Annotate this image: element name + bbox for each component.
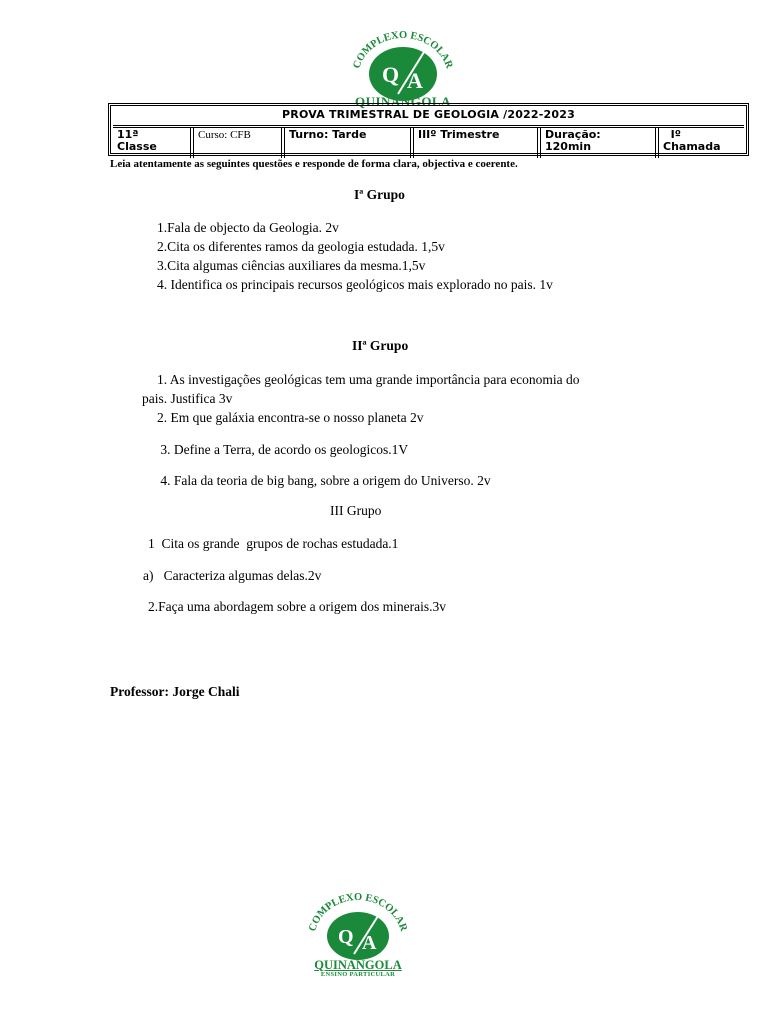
logo-initial-q: Q [338, 926, 354, 948]
shift-cell: Turno: Tarde [281, 128, 410, 158]
group-1-question: 3.Cita algumas ciências auxiliares da mesma.1,5v [157, 258, 426, 273]
logo-school-name: QUINANGOLA [354, 94, 451, 109]
group-2-question-continued: pais. Justifica 3v [142, 391, 233, 406]
group-3-question: a) Caracteriza algumas delas.2v [143, 568, 322, 583]
group-2-question: 1. As investigações geológicas tem uma grande importância para economia do [157, 372, 580, 387]
duration-cell: Duração: 120min [537, 128, 655, 158]
logo-initial-q: Q [382, 62, 400, 87]
class-cell: 11ª Classe [117, 128, 157, 153]
logo-initial-a: A [362, 932, 377, 954]
exam-title: PROVA TRIMESTRAL DE GEOLOGIA /2022-2023 [282, 108, 575, 121]
group-1-title: Iª Grupo [354, 187, 405, 202]
exam-info-row [113, 125, 744, 158]
school-logo-bottom [300, 890, 416, 980]
instructions: Leia atentamente as seguintes questões e responde de forma clara, objectiva e coerente. [110, 158, 518, 170]
group-1-question: 4. Identifica os principais recursos geológicos mais explorado no pais. 1v [157, 277, 553, 292]
group-2-title: IIª Grupo [352, 338, 409, 353]
logo-ring-text: COMPLEXO ESCOLAR [307, 891, 409, 933]
logo-ring-text: COMPLEXO ESCOLAR [351, 30, 455, 71]
logo-emblem-icon [300, 890, 416, 962]
exam-header-table [108, 103, 749, 156]
logo-school-name: QUINANGOLA [314, 958, 402, 972]
logo-school-subtitle: ENSINO PARTICULAR [320, 971, 396, 978]
group-2-question: 4. Fala da teoria de big bang, sobre a origem do Universo. 2v [157, 473, 491, 488]
group-1-question: 1.Fala de objecto da Geologia. 2v [157, 220, 339, 235]
professor-name: Professor: Jorge Chali [110, 684, 240, 699]
group-3-question: 2.Faça uma abordagem sobre a origem dos minerais.3v [148, 599, 447, 614]
logo-initial-a: A [407, 68, 423, 93]
group-3-question: 1 Cita os grande grupos de rochas estudada.1 [148, 536, 399, 551]
call-cell: Iº Chamada [655, 128, 744, 158]
group-3-title: III Grupo [330, 503, 382, 518]
course-cell: Curso: CFB [190, 128, 281, 158]
school-logo-top [340, 30, 466, 109]
trimester-cell: IIIº Trimestre [410, 128, 537, 158]
group-2-question: 2. Em que galáxia encontra-se o nosso planeta 2v [157, 410, 424, 425]
group-1-question: 2.Cita os diferentes ramos da geologia estudada. 1,5v [157, 239, 445, 254]
group-2-question: 3. Define a Terra, de acordo os geologicos.1V [157, 442, 409, 457]
